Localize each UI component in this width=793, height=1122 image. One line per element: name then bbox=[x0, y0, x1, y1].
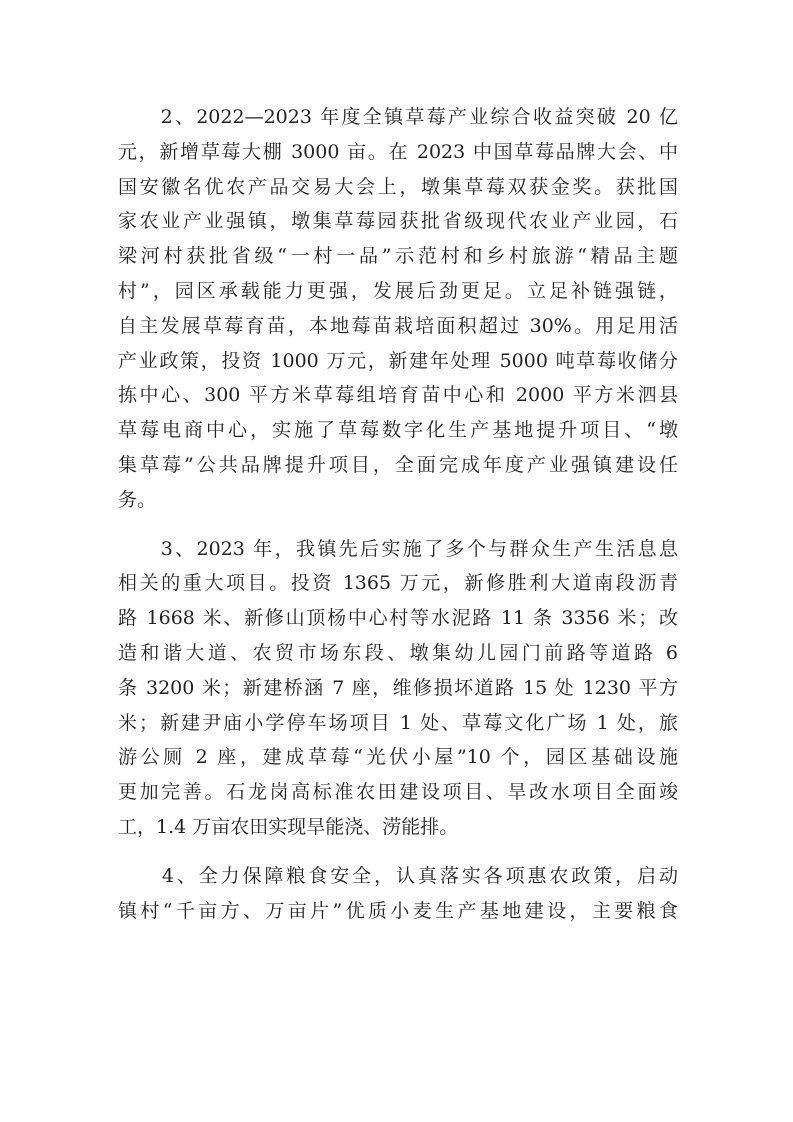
text-line: 自主发展草莓育苗，本地莓苗栽培面积超过 30%。用足用活 bbox=[118, 314, 678, 337]
text-line: 草莓电商中心，实施了草莓数字化生产基地提升项目、“墩 bbox=[118, 419, 678, 442]
paragraph-infrastructure-projects bbox=[118, 532, 678, 845]
text-line: 路 1668 米、新修山顶杨中心村等水泥路 11 条 3356 米；改 bbox=[118, 607, 678, 630]
text-line: 家农业产业强镇，墩集草莓园获批省级现代农业产业园，石 bbox=[118, 210, 678, 233]
text-line: 4、全力保障粮食安全，认真落实各项惠农政策，启动 bbox=[118, 864, 678, 887]
text-line: 国安徽名优农产品交易大会上，墩集草莓双获金奖。获批国 bbox=[118, 175, 678, 198]
text-line: 造和谐大道、农贸市场东段、墩集幼儿园门前路等道路 6 bbox=[118, 641, 678, 664]
text-line: 米；新建尹庙小学停车场项目 1 处、草莓文化广场 1 处，旅 bbox=[118, 711, 678, 734]
paragraph-grain-security bbox=[118, 859, 678, 929]
text-line: 集草莓”公共品牌提升项目，全面完成年度产业强镇建设任 bbox=[118, 453, 678, 476]
document-body bbox=[118, 100, 678, 928]
text-line: 镇村“千亩方、万亩片”优质小麦生产基地建设，主要粮食 bbox=[118, 899, 678, 922]
text-line: 相关的重大项目。投资 1365 万元，新修胜利大道南段沥青 bbox=[118, 572, 678, 595]
paragraph-spacer bbox=[118, 845, 678, 859]
text-line: 村”，园区承载能力更强，发展后劲更足。立足补链强链， bbox=[118, 279, 678, 302]
text-line: 梁河村获批省级“一村一品”示范村和乡村旅游“精品主题 bbox=[118, 245, 678, 268]
text-line: 元，新增草莓大棚 3000 亩。在 2023 中国草莓品牌大会、中 bbox=[118, 140, 678, 163]
paragraph-strawberry-industry bbox=[118, 100, 678, 518]
text-line: 工，1.4 万亩农田实现旱能浇、涝能排。 bbox=[118, 815, 459, 838]
text-line: 务。 bbox=[118, 488, 157, 511]
text-line: 产业政策，投资 1000 万元，新建年处理 5000 吨草莓收储分 bbox=[118, 349, 678, 372]
text-line: 2、2022—2023 年度全镇草莓产业综合收益突破 20 亿 bbox=[118, 106, 678, 128]
text-line: 游公厕 2 座，建成草莓“光伏小屋”10 个，园区基础设施 bbox=[118, 746, 678, 769]
paragraph-spacer bbox=[118, 518, 678, 532]
text-line: 拣中心、300 平方米草莓组培育苗中心和 2000 平方米泗县 bbox=[118, 384, 678, 407]
text-line: 条 3200 米；新建桥涵 7 座，维修损坏道路 15 处 1230 平方 bbox=[118, 676, 678, 699]
text-line: 更加完善。石龙岗高标准农田建设项目、旱改水项目全面竣 bbox=[118, 781, 678, 804]
text-line: 3、2023 年，我镇先后实施了多个与群众生产生活息息 bbox=[118, 537, 678, 560]
